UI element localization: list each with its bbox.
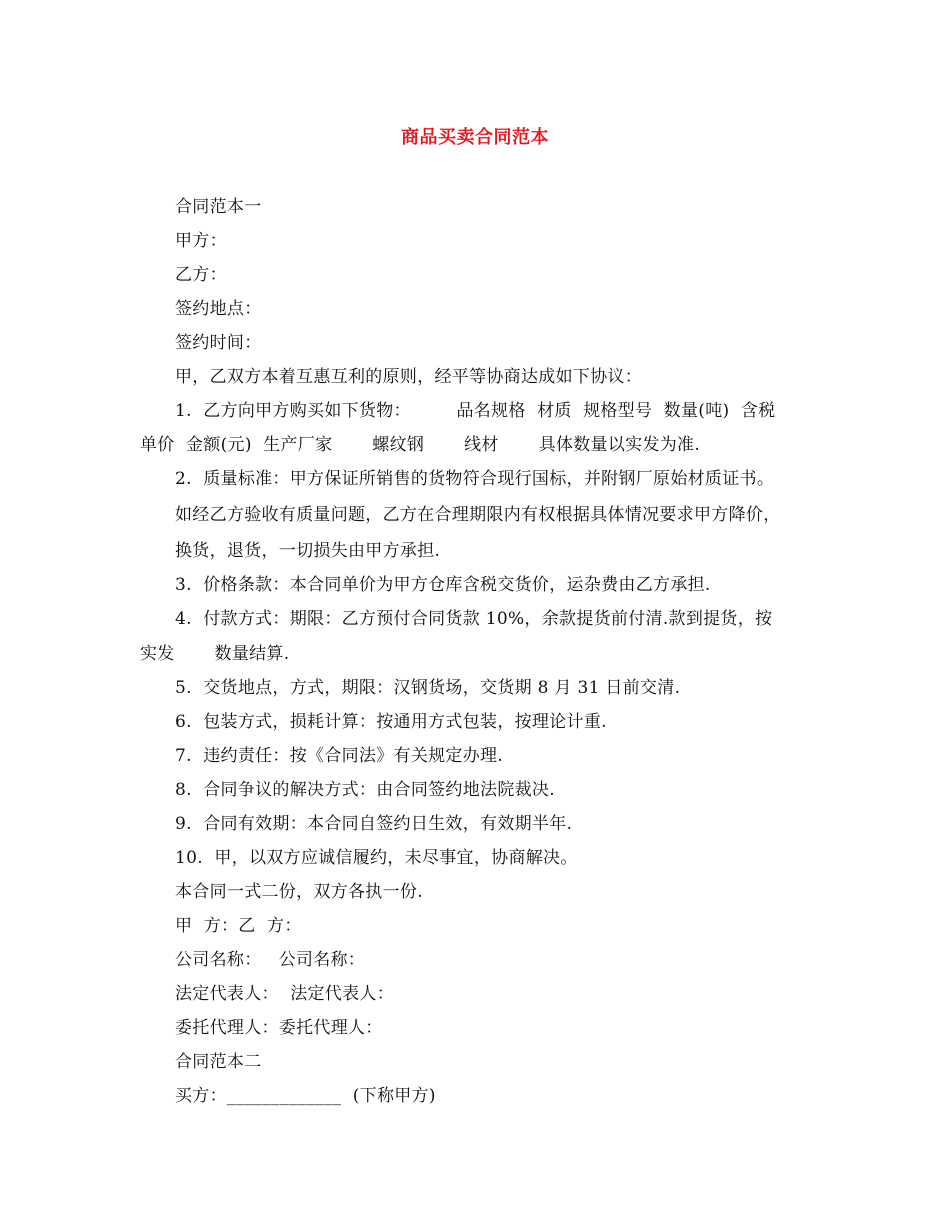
party-a-line: 甲方： [175,231,227,251]
clause-5-line: 5. 交货地点，方式，期限：汉钢货场，交货期 8 月 31 日前交清. [175,678,681,698]
clause-2-line-1: 2. 质量标准：甲方保证所销售的货物符合现行国标，并附钢厂原始材质证书。 [175,469,775,489]
clause-4-line-1: 4. 付款方式：期限：乙方预付合同货款 10%，余款提货前付清.款到提货，按 [175,609,773,629]
party-b-line: 乙方： [175,265,227,285]
signing-place-line: 签约地点： [175,299,262,319]
clause-6-line: 6. 包装方式，损耗计算：按通用方式包装，按理论计重. [175,712,607,732]
company-name-line: 公司名称： 公司名称： [175,950,366,970]
clause-7-line: 7. 违约责任：按《合同法》有关规定办理. [175,746,504,766]
signature-parties-line: 甲 方：乙 方： [175,916,302,936]
section-heading-2: 合同范本二 [175,1052,262,1072]
clause-9-line: 9. 合同有效期：本合同自签约日生效，有效期半年. [175,814,573,834]
preamble-line: 甲，乙双方本着互惠互利的原则，经平等协商达成如下协议： [175,367,643,387]
clause-1-line-1: 1. 乙方向甲方购买如下货物： 品名规格 材质 规格型号 数量(吨) 含税 [175,401,776,421]
legal-rep-line: 法定代表人： 法定代表人： [175,984,395,1004]
agent-line: 委托代理人：委托代理人： [175,1018,383,1038]
signing-time-line: 签约时间： [175,333,262,353]
clause-2-line-3: 换货，退货，一切损失由甲方承担. [175,541,441,561]
clause-10-line: 10. 甲，以双方应诚信履约，未尽事宜，协商解决。 [175,848,578,868]
clause-1-line-2: 单价 金额(元) 生产厂家 螺纹钢 线材 具体数量以实发为准. [140,435,701,455]
clause-8-line: 8. 合同争议的解决方式：由合同签约地法院裁决. [175,780,555,800]
clause-2-line-2: 如经乙方验收有质量问题，乙方在合理期限内有权根据具体情况要求甲方降价， [175,505,781,525]
clause-4-line-2: 实发 数量结算. [140,644,290,664]
copies-line: 本合同一式二份，双方各执一份. [175,882,423,902]
buyer-line: 买方：_____________ (下称甲方) [175,1086,436,1106]
section-heading-1: 合同范本一 [175,197,262,217]
clause-3-line: 3. 价格条款：本合同单价为甲方仓库含税交货价，运杂费由乙方承担. [175,575,711,595]
document-title: 商品买卖合同范本 [401,127,549,148]
